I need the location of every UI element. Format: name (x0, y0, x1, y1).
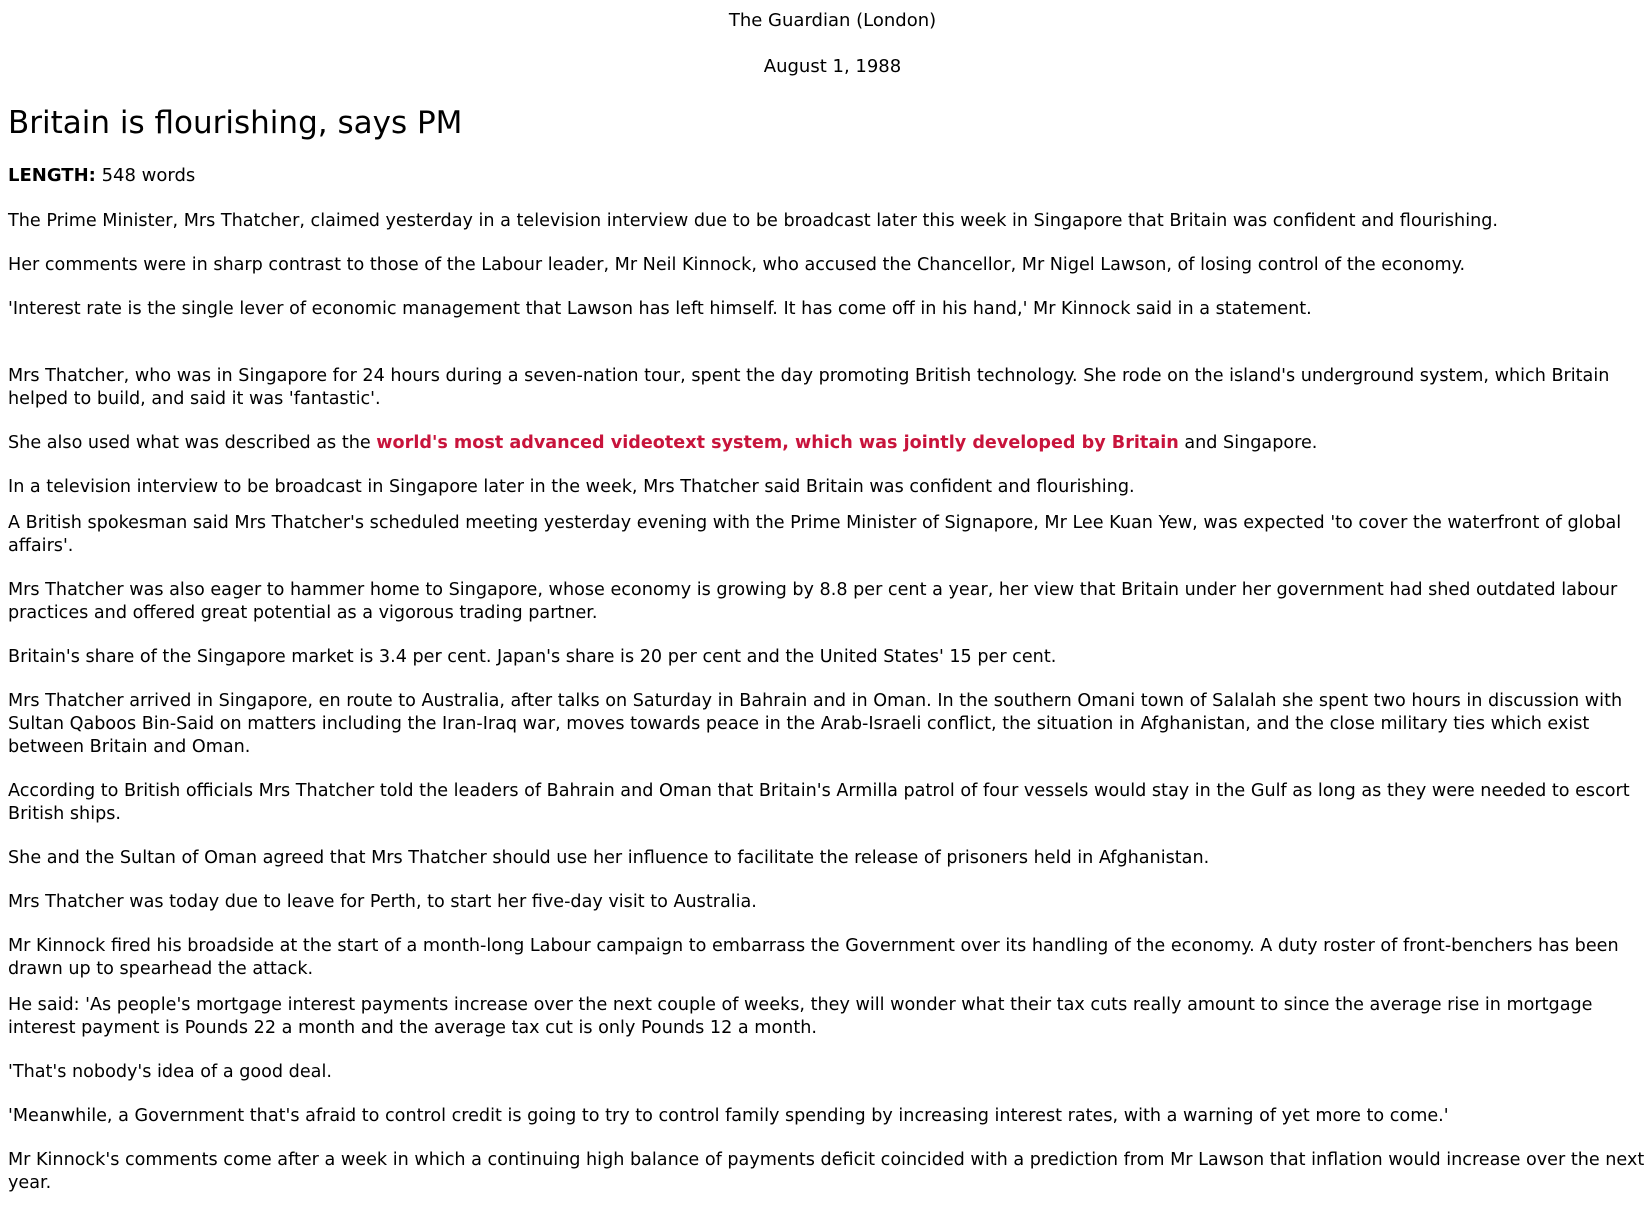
paragraph-13: Mrs Thatcher was today due to leave for Perth, to start her five-day visit to Australia. (8, 892, 757, 912)
paragraph-5-after: and Singapore. (1178, 433, 1318, 453)
paragraph-3: 'Interest rate is the single lever of economic management that Lawson has left himself. It has come off in his hand,' Mr Kinnock said in a statement. (8, 299, 1312, 319)
paragraph-17: 'Meanwhile, a Government that's afraid to control credit is going to try to control family spending by increasing interest rates, with a warning of yet more to come.' (8, 1106, 1449, 1126)
paragraph-5 (8, 432, 1648, 455)
paragraph-5-before: She also used what was described as the (8, 433, 377, 453)
paragraph-11: According to British officials Mrs Thatcher told the leaders of Bahrain and Oman that Britain's Armilla patrol of four vessels would stay in the Gulf as long as they were needed to escort British ships. (8, 781, 1630, 824)
paragraph-18: Mr Kinnock's comments come after a week in which a continuing high balance of payments deficit coincided with a prediction from Mr Lawson that inflation would increase over the next year. (8, 1150, 1645, 1193)
paragraph-9: Britain's share of the Singapore market is 3.4 per cent. Japan's share is 20 per cent and the United States' 15 per cent. (8, 647, 1057, 667)
paragraph-8: Mrs Thatcher was also eager to hammer home to Singapore, whose economy is growing by 8.8 per cent a year, her view that Britain under her government had shed outdated labour practices and offered great potential as a vigorous trading partner. (8, 580, 1618, 623)
article-length (8, 165, 195, 187)
paragraph-10: Mrs Thatcher arrived in Singapore, en route to Australia, after talks on Saturday in Bahrain and in Oman. In the southern Omani town of Salalah she spent two hours in discussion with Sultan Qaboos Bin-Said on matters including the Iran-Iraq war, moves towards peace in the Arab-Israeli conflict, the situation in Afghanistan, and the close military ties which exist between Britain and Oman. (8, 691, 1623, 757)
paragraph-15: He said: 'As people's mortgage interest payments increase over the next couple of weeks, they will wonder what their tax cuts really amount to since the average rise in mortgage interest payment is Pounds 22 a month and the average tax cut is only Pounds 12 a month. (8, 995, 1593, 1038)
article-body (8, 210, 1648, 1216)
paragraph-4: Mrs Thatcher, who was in Singapore for 24 hours during a seven-nation tour, spent the day promoting British technology. She rode on the island's underground system, which Britain helped to build, and said it was 'fantastic'. (8, 366, 1610, 409)
publication-date: August 1, 1988 (763, 56, 902, 77)
article-title: Britain is flourishing, says PM (8, 105, 463, 141)
length-value: 548 words (101, 165, 196, 186)
length-label: LENGTH: (8, 165, 96, 186)
paragraph-16: 'That's nobody's idea of a good deal. (8, 1062, 332, 1082)
paragraph-7: A British spokesman said Mrs Thatcher's scheduled meeting yesterday evening with the Prime Minister of Signapore, Mr Lee Kuan Yew, was expected 'to cover the waterfront of global affairs'. (8, 513, 1622, 556)
paragraph-2: Her comments were in sharp contrast to those of the Labour leader, Mr Neil Kinnock, who accused the Chancellor, Mr Nigel Lawson, of losing control of the economy. (8, 255, 1466, 275)
paragraph-14: Mr Kinnock fired his broadside at the start of a month-long Labour campaign to embarrass the Government over its handling of the economy. A duty roster of front-benchers has been drawn up to spearhead the attack. (8, 936, 1619, 979)
paragraph-6: In a television interview to be broadcast in Singapore later in the week, Mrs Thatcher said Britain was confident and flourishing. (8, 477, 1135, 497)
publication-name: The Guardian (London) (728, 10, 937, 31)
highlighted-text: world's most advanced videotext system, which was jointly developed by Britain (376, 433, 1179, 453)
paragraph-1: The Prime Minister, Mrs Thatcher, claimed yesterday in a television interview due to be broadcast later this week in Singapore that Britain was confident and flourishing. (8, 211, 1498, 231)
paragraph-12: She and the Sultan of Oman agreed that Mrs Thatcher should use her influence to facilitate the release of prisoners held in Afghanistan. (8, 848, 1210, 868)
